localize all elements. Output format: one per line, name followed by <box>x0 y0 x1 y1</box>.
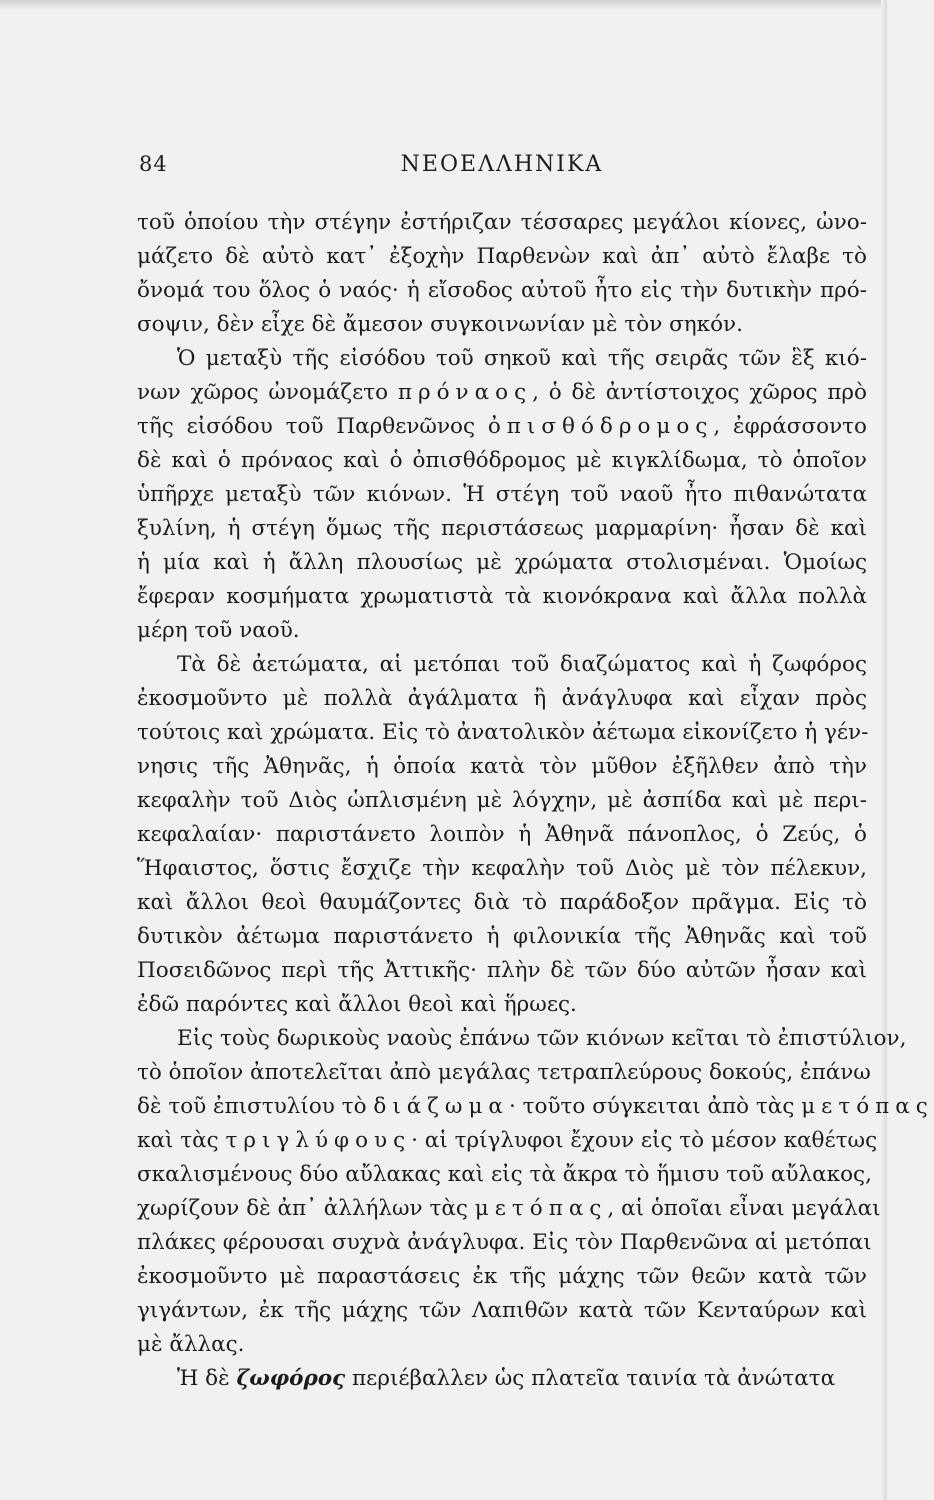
text-line: μὲ ἄλλας. <box>137 1332 245 1357</box>
text-line: Ἡ δὲ ζωφόρος περιέβαλλεν ὡς πλατεῖα ταινία τὰ ἀνώτατα <box>177 1366 836 1391</box>
text-line: καὶ τὰς τριγλύφους· αἱ τρίγλυφοι ἔχουν εἰς τὸ μέσον καθέτως <box>137 1128 878 1153</box>
text-line: νησις τῆς Ἀθηνᾶς, ἡ ὁποία κατὰ τὸν μῦθον ἐξῆλθεν ἀπὸ τὴν <box>137 754 867 779</box>
text-line: δυτικὸν ἀέτωμα παριστάνετο ἡ φιλονικία τῆς Ἀθηνᾶς καὶ τοῦ <box>137 924 867 949</box>
text-line: δὲ τοῦ ἐπιστυλίου τὸ διάζωμα· τοῦτο σύγκειται ἀπὸ τὰς μετόπας <box>137 1094 934 1119</box>
text-line: σκαλισμένους δύο αὔλακας καὶ εἰς τὰ ἄκρα τὸ ἥμισυ τοῦ αὔλακος, <box>137 1162 872 1187</box>
page-top-shadow <box>0 0 887 10</box>
text-line: ἐκοσμοῦντο μὲ παραστάσεις ἐκ τῆς μάχης τῶν θεῶν κατὰ τῶν <box>137 1264 867 1289</box>
paragraph <box>137 342 867 648</box>
text-line: Ἥφαιστος, ὅστις ἔσχιζε τὴν κεφαλὴν τοῦ Διὸς μὲ τὸν πέλεκυν, <box>137 856 867 881</box>
text-line: ξυλίνη, ἡ στέγη ὅμως τῆς περιστάσεως μαρμαρίνη· ἦσαν δὲ καὶ <box>137 516 867 541</box>
text-line: Εἰς τοὺς δωρικοὺς ναοὺς ἐπάνω τῶν κιόνων κεῖται τὸ ἐπιστύλιον, <box>177 1026 907 1051</box>
text-line: χωρίζουν δὲ ἀπ᾽ ἀλλήλων τὰς μετόπας, αἱ ὁποῖαι εἶναι μεγάλαι <box>137 1196 881 1221</box>
paragraph <box>137 1362 867 1396</box>
paragraph <box>137 648 867 1022</box>
paragraph <box>137 206 867 342</box>
text-line: Ποσειδῶνος περὶ τῆς Ἀττικῆς· πλὴν δὲ τῶν δύο αὐτῶν ἦσαν καὶ <box>137 958 867 983</box>
text-line: ὄνομά του ὅλος ὁ ναός· ἡ εἴσοδος αὐτοῦ ἦτο εἰς τὴν δυτικὴν πρό- <box>137 278 867 303</box>
text-line: νων χῶρος ὠνομάζετο πρόναος, ὁ δὲ ἀντίστοιχος χῶρος πρὸ <box>137 380 867 405</box>
paragraph <box>137 1022 934 1362</box>
text-line: ὑπῆρχε μεταξὺ τῶν κιόνων. Ἡ στέγη τοῦ ναοῦ ἦτο πιθανώτατα <box>137 482 867 507</box>
text-line: τοῦ ὁποίου τὴν στέγην ἐστήριζαν τέσσαρες μεγάλοι κίονες, ὠνο- <box>137 210 867 235</box>
page-header <box>139 152 865 182</box>
page-right-shadow <box>881 0 887 1500</box>
text-line: Τὰ δὲ ἀετώματα, αἱ μετόπαι τοῦ διαζώματος καὶ ἡ ζωφόρος <box>177 652 867 677</box>
text-line: καὶ ἄλλοι θεοὶ θαυμάζοντες διὰ τὸ παράδοξον πρᾶγμα. Εἰς τὸ <box>137 890 867 915</box>
text-line: κεφαλαίαν· παριστάνετο λοιπὸν ἡ Ἀθηνᾶ πάνοπλος, ὁ Ζεύς, ὁ <box>137 822 867 847</box>
text-line: γιγάντων, ἐκ τῆς μάχης τῶν Λαπιθῶν κατὰ τῶν Κενταύρων καὶ <box>137 1298 867 1323</box>
text-line: σοψιν, δὲν εἶχε δὲ ἄμεσον συγκοινωνίαν μὲ τὸν σηκόν. <box>137 312 743 337</box>
text-line: τῆς εἰσόδου τοῦ Παρθενῶνος ὀπισθόδρομος, ἐφράσσοντο <box>137 414 868 439</box>
page-number: 84 <box>139 152 168 176</box>
text-line: τὸ ὁποῖον ἀποτελεῖται ἀπὸ μεγάλας τετραπλεύρους δοκούς, ἐπάνω <box>137 1060 871 1085</box>
text-line: μέρη τοῦ ναοῦ. <box>137 618 300 643</box>
running-title: ΝΕΟΕΛΛΗΝΙΚΑ <box>400 152 604 177</box>
text-line: κεφαλὴν τοῦ Διὸς ὡπλισμένη μὲ λόγχην, μὲ ἀσπίδα καὶ μὲ περι- <box>137 788 867 813</box>
text-line: πλάκες φέρουσαι συχνὰ ἀνάγλυφα. Εἰς τὸν Παρθενῶνα αἱ μετόπαι <box>137 1230 872 1255</box>
text-line: δὲ καὶ ὁ πρόναος καὶ ὁ ὀπισθόδρομος μὲ κιγκλίδωμα, τὸ ὁποῖον <box>137 448 867 473</box>
text-line: μάζετο δὲ αὐτὸ κατ᾽ ἐξοχὴν Παρθενὼν καὶ ἀπ᾽ αὐτὸ ἔλαβε τὸ <box>137 244 867 269</box>
text-line: ἐκοσμοῦντο μὲ πολλὰ ἀγάλματα ἢ ἀνάγλυφα καὶ εἶχαν πρὸς <box>137 686 867 711</box>
text-line: ἐδῶ παρόντες καὶ ἄλλοι θεοὶ καὶ ἥρωες. <box>137 992 577 1017</box>
text-line: τούτοις καὶ χρώματα. Εἰς τὸ ἀνατολικὸν ἀέτωμα εἰκονίζετο ἡ γέν- <box>137 720 869 745</box>
body-text <box>137 206 934 1396</box>
text-line: Ὁ μεταξὺ τῆς εἰσόδου τοῦ σηκοῦ καὶ τῆς σειρᾶς τῶν ἓξ κιό- <box>177 346 867 371</box>
text-line: ἡ μία καὶ ἡ ἄλλη πλουσίως μὲ χρώματα στολισμέναι. Ὁμοίως <box>137 550 867 575</box>
text-line: ἔφεραν κοσμήματα χρωματιστὰ τὰ κιονόκρανα καὶ ἄλλα πολλὰ <box>137 584 867 609</box>
